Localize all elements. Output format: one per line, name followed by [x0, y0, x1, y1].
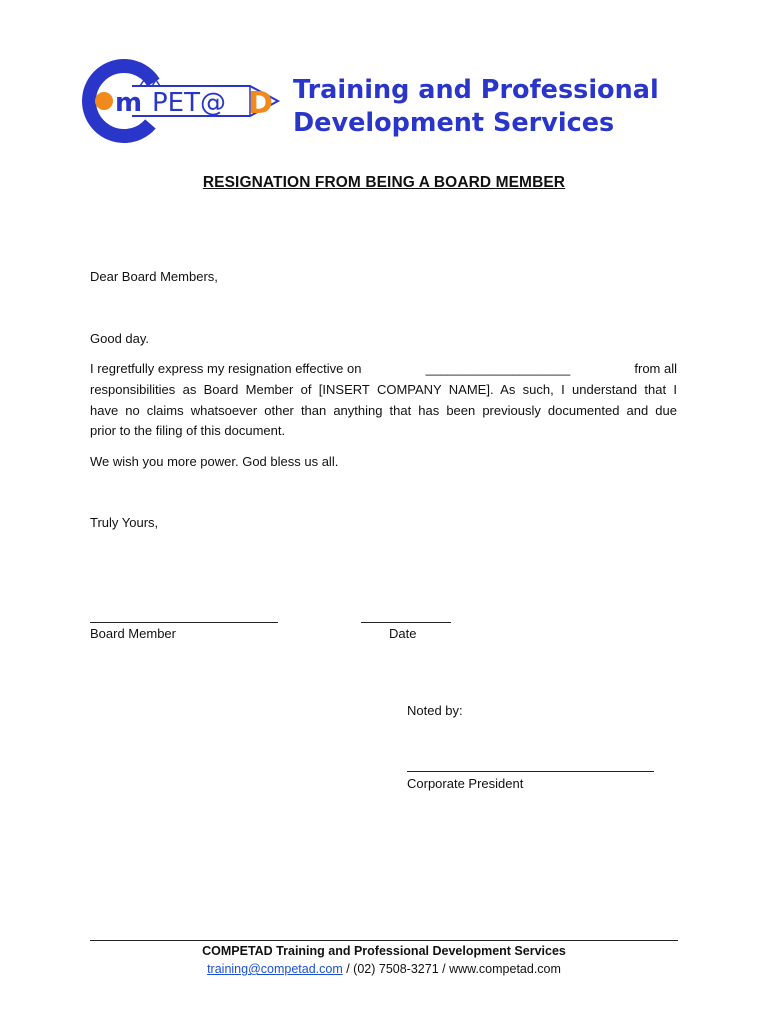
body-line-1-end: from all: [634, 361, 677, 376]
footer-contact: [0, 960, 768, 978]
body-line-1: [90, 359, 677, 380]
noted-by-label: Noted by:: [407, 703, 463, 718]
salutation: Dear Board Members,: [90, 269, 218, 284]
brand-line-1: Training and Professional: [293, 75, 659, 105]
svg-text:m: m: [115, 88, 143, 118]
president-signature-line: [407, 771, 654, 772]
body-line-2-text: responsibilities as Board Member of [INSERT COMPANY NAME]. As such, I understand that I: [90, 381, 677, 397]
date-label: Date: [389, 626, 417, 641]
corporate-president-label: Corporate President: [407, 776, 524, 791]
footer-contact-rest: / (02) 7508-3271 / www.competad.com: [342, 962, 561, 976]
greeting: Good day.: [90, 331, 150, 346]
document-title: RESIGNATION FROM BEING A BOARD MEMBER: [202, 174, 566, 191]
footer-org: [0, 942, 768, 960]
footer-email-link[interactable]: training@competad.com: [207, 962, 343, 976]
effective-date-blank: ____________________: [425, 361, 571, 376]
brand-name: [293, 74, 659, 140]
board-member-signature-line: [90, 622, 278, 623]
brand-line-2: Development Services: [293, 108, 615, 138]
body-paragraph: [90, 359, 677, 442]
body-line-1-start: I regretfully express my resignation effective on: [90, 361, 362, 376]
svg-text:D: D: [248, 86, 273, 121]
wish-line: We wish you more power. God bless us all.: [90, 454, 339, 469]
closing: Truly Yours,: [90, 515, 159, 530]
footer-divider: [90, 940, 678, 941]
footer-org-name: COMPETAD Training and Professional Development Services: [202, 944, 566, 958]
body-line-3: [90, 401, 677, 422]
board-member-label: Board Member: [90, 626, 176, 641]
body-line-2: [90, 380, 677, 401]
svg-text:PET@: PET@: [152, 88, 226, 118]
body-line-3-text: have no claims whatsoever other than anything that has been previously documented and due: [90, 402, 677, 418]
competad-logo: [80, 58, 290, 148]
body-line-4: prior to the filing of this document.: [90, 423, 286, 439]
date-signature-line: [361, 622, 451, 623]
